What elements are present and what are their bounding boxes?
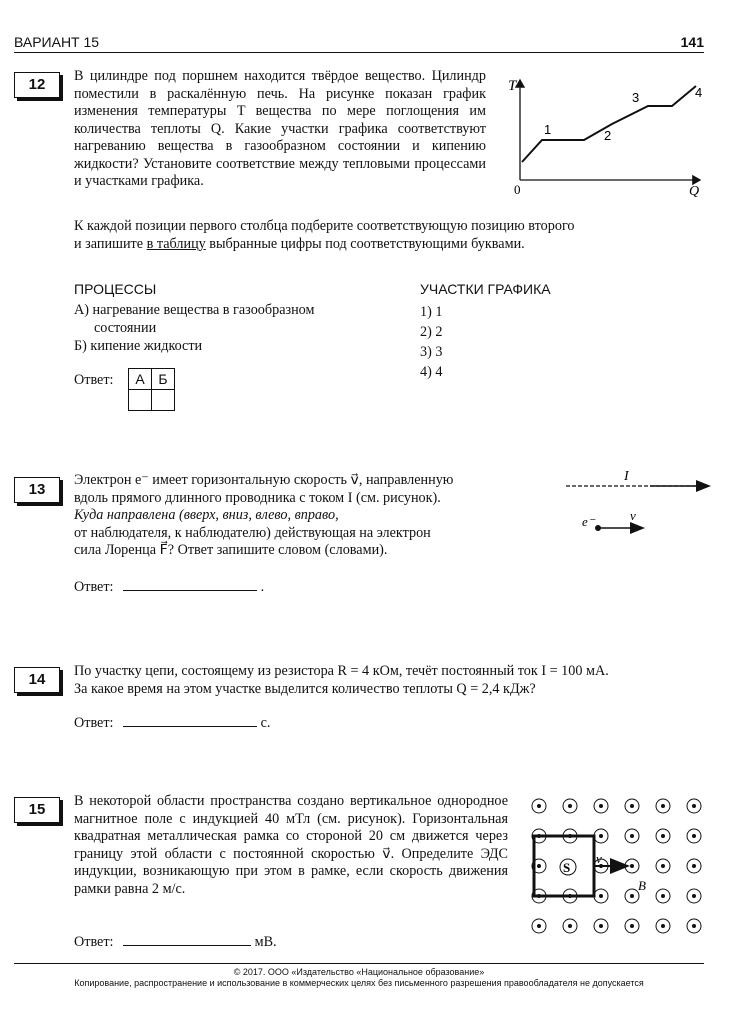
q15-answer-row [74, 931, 277, 952]
q12-instruction-line-1: К каждой позиции первого столбца подберите соответствующую позицию второго [74, 218, 575, 234]
q13-figure [560, 466, 720, 542]
q14-line-1: По участку цепи, состоящему из резистора R = 4 кОм, течёт постоянный ток I = 100 мА. [74, 663, 609, 679]
q14-answer-row [74, 712, 270, 733]
graph-t-label: T [508, 78, 517, 94]
field-dot-center [692, 924, 696, 928]
answer-col-a-header: А [129, 369, 152, 390]
current-label: I [624, 469, 629, 484]
answer-col-b-header: Б [152, 369, 175, 390]
graph-segment-4-label: 4 [695, 85, 703, 100]
footer-rights: Копирование, распространение и использование в коммерческих целях без письменного разрешения правообладателя не допускается [74, 978, 644, 988]
process-a [74, 302, 315, 337]
field-dot-center [692, 864, 696, 868]
instruction-text-a: и запишите [74, 236, 147, 252]
q13-line-1: Электрон e⁻ имеет горизонтальную скорость v⃗, направленную [74, 472, 454, 488]
q15-magnetic-field-figure [524, 792, 724, 944]
page-header [14, 34, 704, 53]
q13-answer-row [74, 576, 264, 597]
process-b-text: кипение жидкости [90, 338, 203, 354]
field-dot-center [630, 804, 634, 808]
q12-paragraph: В цилиндре под поршнем находится твёрдое вещество. Цилиндр поместили в раскалённую печь. На рисунке показан график изменения температуры T вещества по мере поглощения им количества теплоты Q. Какие участки графика соответствуют нагреванию вещества в газообразном состоянии и кипению жидкости? Установите соответствие между тепловыми процессами и участками графика. [74, 68, 486, 189]
process-a-text-cont: состоянии [94, 319, 157, 336]
variant-title: ВАРИАНТ 15 [14, 34, 100, 50]
question-number-15: 15 [14, 797, 60, 823]
q14-line-2: За какое время на этом участке выделится количество теплоты Q = 2,4 кДж? [74, 680, 536, 697]
q14-answer-unit: с. [260, 715, 271, 731]
answer-cell-b[interactable] [152, 390, 175, 411]
segments-list [420, 302, 442, 382]
field-dot-center [630, 894, 634, 898]
question-number-13: 13 [14, 477, 60, 503]
segment-option-2: 2) 2 [420, 324, 443, 340]
q13-answer-end: . [260, 579, 265, 595]
field-dot-center [537, 804, 541, 808]
q15-answer-label: Ответ: [74, 934, 114, 950]
field-dot-center [537, 864, 541, 868]
answer-cell-a[interactable] [129, 390, 152, 411]
field-dot-center [599, 834, 603, 838]
frame-velocity-label: v⃗ [596, 851, 612, 866]
field-dot-center [568, 924, 572, 928]
q14-answer-field[interactable] [123, 712, 257, 727]
q14-text [74, 663, 714, 698]
field-dot-center [692, 804, 696, 808]
process-b [74, 338, 202, 356]
segments-title: УЧАСТКИ ГРАФИКА [420, 281, 551, 297]
footer-copyright: © 2017. ООО «Издательство «Национальное образование» [233, 967, 485, 977]
processes-title: ПРОЦЕССЫ [74, 281, 157, 297]
process-a-letter: А) [74, 302, 89, 318]
q13-line-5: сила Лоренца F⃗? Ответ запишите словом (словами). [74, 542, 388, 558]
graph-segment-1-label: 1 [544, 122, 552, 137]
field-dot-center [599, 924, 603, 928]
q13-line-3: Куда направлена (вверх, вниз, влево, вправо, [74, 507, 339, 523]
page-number: 141 [680, 34, 704, 50]
q12-answer-label: Ответ: [74, 372, 114, 388]
q13-text [74, 472, 544, 560]
field-dot-center [692, 894, 696, 898]
field-dot-center [537, 924, 541, 928]
q12-temperature-graph [500, 72, 710, 200]
instruction-table-link: в таблицу [146, 236, 206, 252]
field-dot-center [630, 864, 634, 868]
segment-option-1: 1) 1 [420, 304, 443, 320]
q15-answer-unit: мВ. [254, 934, 277, 950]
footer-divider [14, 963, 704, 964]
graph-origin-label: 0 [514, 182, 521, 197]
segment-option-4: 4) 4 [420, 364, 443, 380]
graph-segment-3-label: 3 [632, 90, 640, 105]
process-b-letter: Б) [74, 338, 87, 354]
frame-label: S [563, 860, 571, 875]
field-dot-center [661, 894, 665, 898]
field-dot-center [568, 804, 572, 808]
velocity-label: v⃗ [630, 508, 646, 523]
field-dot-center [630, 834, 634, 838]
q15-answer-field[interactable] [123, 931, 251, 946]
electron-label: e⁻ [582, 514, 595, 529]
graph-segment-2-label: 2 [604, 128, 612, 143]
field-dot-center [661, 834, 665, 838]
field-dot-center [599, 804, 603, 808]
q13-line-2: вдоль прямого длинного проводника с током I (см. рисунок). [74, 489, 441, 506]
q15-paragraph: В некоторой области пространства создано вертикальное однородное магнитное поле с индукцией 40 мТл (см. рисунок). Горизонтальная квадратная металлическая рамка со стороной 20 см движется через границу этой области с постоянной скоростью v⃗. Определите ЭДС индукции, возникающую при этом в рамке, если скорость движения рамки равна 2 м/с. [74, 793, 508, 897]
process-a-text: нагревание вещества в газообразном [92, 302, 315, 318]
q13-answer-label: Ответ: [74, 579, 114, 595]
question-number-12: 12 [14, 72, 60, 98]
field-dot-center [692, 834, 696, 838]
graph-q-label: Q [689, 184, 700, 199]
field-label: B⃗ [638, 878, 657, 893]
question-number-14: 14 [14, 667, 60, 693]
field-dot-center [630, 924, 634, 928]
q13-line-4: от наблюдателя, к наблюдателю) действующая на электрон [74, 524, 431, 541]
instruction-text-b: выбранные цифры под соответствующими буквами. [205, 236, 525, 252]
field-dot-center [661, 924, 665, 928]
q13-answer-field[interactable] [123, 576, 257, 591]
q12-answer-table [128, 368, 175, 411]
q14-answer-label: Ответ: [74, 715, 114, 731]
field-dot-center [661, 804, 665, 808]
field-dot-center [599, 894, 603, 898]
field-dot-center [661, 864, 665, 868]
q12-instruction-line-2 [74, 236, 525, 254]
segment-option-3: 3) 3 [420, 344, 443, 360]
